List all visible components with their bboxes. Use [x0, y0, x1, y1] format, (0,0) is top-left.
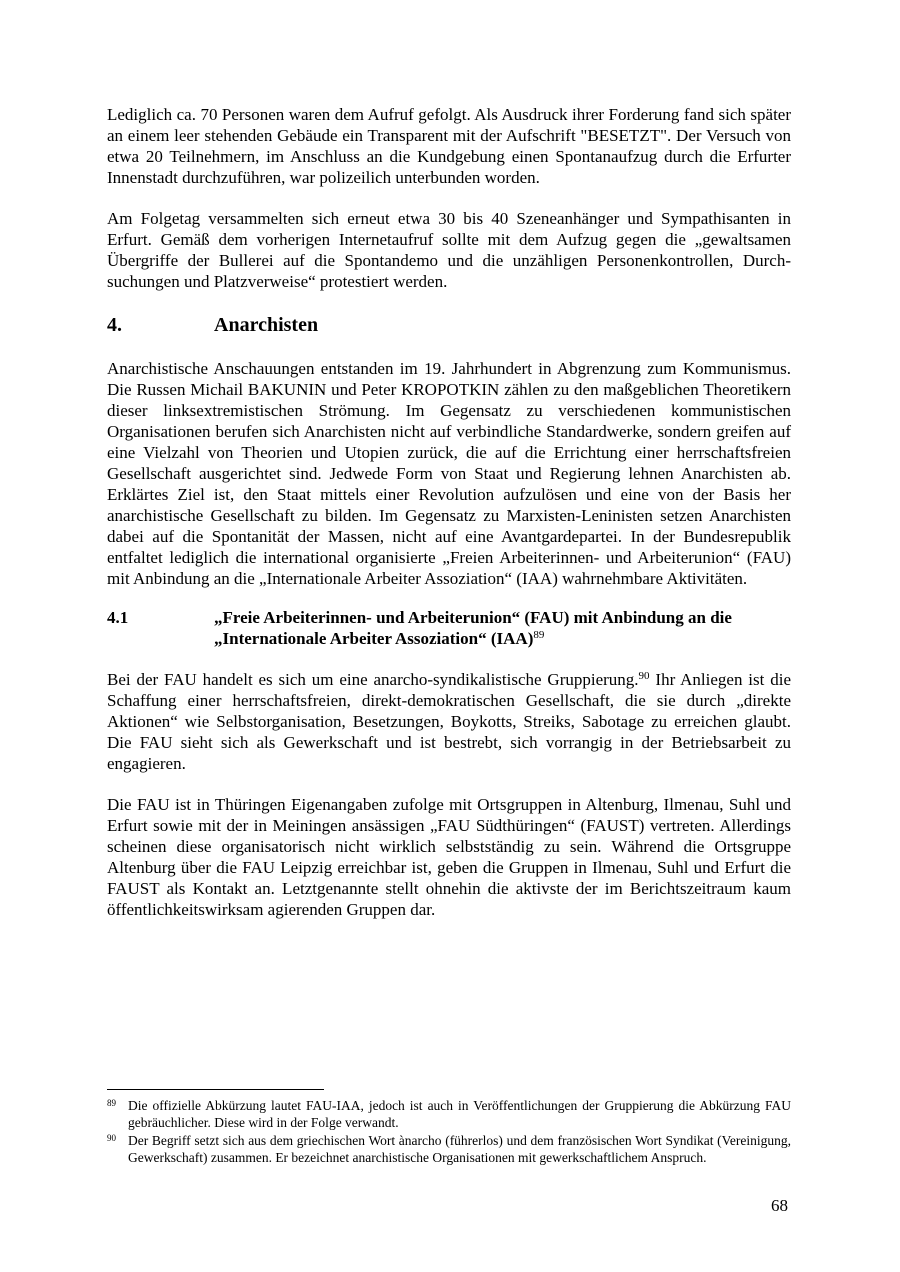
footnotes: [107, 1097, 791, 1167]
paragraph-4-after: Ihr Anliegen ist die Schaffung einer herrschaftsfreien, direkt-demokratischen Gesellschaft, die sie durch „direkte Aktionen“ wie Selbstorganisation, Besetzungen, Boykotts, Streiks, Sabotage zu erreichen glaubt. Die FAU sieht sich als Gewerkschaft und ist bestrebt, sich vorrangig in der Betriebsarbeit zu engagieren.: [107, 670, 791, 773]
paragraph-2: Am Folgetag versammelten sich erneut etwa 30 bis 40 Szeneanhänger und Sympathisanten in Erfurt. Gemäß dem vorherigen Internetaufruf sollte mit dem Aufzug gegen die „gewaltsamen Übergriffe der Bullerei auf die Spontandemo und die unzähligen Personenkontrollen, Durchsuchungen und Platzverweise“ protestiert werden.: [107, 209, 791, 291]
section-title: Anarchisten: [214, 314, 319, 336]
paragraph-3: Anarchistische Anschauungen entstanden im 19. Jahrhundert in Abgrenzung zum Kommunismus. Die Russen Michail BAKUNIN und Peter KROPOTKIN zählen zu den maßgeblichen Theoretikern dieser linksextremistischen Strömung. Im Gegensatz zu verschiedenen kommunistischen Organisationen berufen sich Anarchisten nicht auf verbindliche Standardwerke, sondern greifen auf eine Vielzahl von Theorien und Utopien zurück, die auf die Errichtung einer herrschaftsfreien Gesellschaft ausgerichtet sind. Jedwede Form von Staat und Regierung lehnen Anarchisten ab. Erklärtes Ziel ist, den Staat mittels einer Revolution aufzulösen und eine von der Basis her anarchistische Gesellschaft zu bilden. Im Gegensatz zu Marxisten-Leninisten setzen Anarchisten dabei auf die Spontanität der Massen, nicht auf eine Avantgardepartei. In der Bundesrepublik entfaltet lediglich die international organisierte „Freien Arbeiterinnen- und Arbeiterunion“ (FAU) mit Anbindung an die „Internationale Arbeiter Assoziation“ (IAA) wahrnehmbare Aktivitäten.: [107, 359, 791, 588]
footnote-text: Die offizielle Abkürzung lautet FAU-IAA, jedoch ist auch in Veröffentlichungen der Gruppierung die Abkürzung FAU gebräuchlicher. Diese wird in der Folge verwandt.: [128, 1098, 791, 1130]
paragraph-4-before: Bei der FAU handelt es sich um eine anarcho-syndikalistische Gruppierung.: [107, 670, 639, 689]
subsection-title: [214, 607, 732, 649]
footnote-89: [107, 1097, 791, 1131]
footnote-rule: [107, 1089, 324, 1090]
footnote-number: 90: [107, 1133, 116, 1143]
subsection-title-line1: „Freie Arbeiterinnen- und Arbeiterunion“ (FAU) mit Anbindung an die: [214, 608, 732, 627]
section-heading-4: [107, 312, 791, 338]
footnote-ref-89: 89: [533, 629, 545, 641]
footnote-number: 89: [107, 1098, 116, 1108]
subsection-number: 4.1: [107, 608, 129, 627]
footnote-text: Der Begriff setzt sich aus dem griechischen Wort ànarcho (führerlos) und dem französischen Wort Syndikat (Vereinigung, Gewerkschaft) zusammen. Er bezeichnet anarchistische Organisationen mit gewerkschaftlichem Anspruch.: [128, 1133, 791, 1165]
footnote-90: [107, 1132, 791, 1166]
page-number: 68: [771, 1196, 788, 1215]
section-number: 4.: [107, 314, 122, 336]
paragraph-1: Lediglich ca. 70 Personen waren dem Aufruf gefolgt. Als Ausdruck ihrer Forderung fand sich später an einem leer stehenden Gebäude ein Transparent mit der Aufschrift "BESETZT". Der Versuch von etwa 20 Teilnehmern, im Anschluss an die Kundgebung einen Spontanaufzug durch die Erfurter Innenstadt durchzuführen, war polizeilich unterbunden worden.: [107, 105, 791, 187]
footnote-ref-90: 90: [638, 670, 650, 682]
paragraph-5: Die FAU ist in Thüringen Eigenangaben zufolge mit Ortsgruppen in Altenburg, Ilmenau, Suhl und Erfurt sowie mit der in Meiningen ansässigen „FAU Südthüringen“ (FAUST) vertreten. Allerdings scheinen diese organisatorisch nicht wirklich selbstständig zu sein. Während die Ortsgruppe Altenburg über die FAU Leipzig erreichbar ist, geben die Gruppen in Ilmenau, Suhl und Erfurt die FAUST als Kontakt an. Letztgenannte stellt ohnehin die aktivste der im Berichtszeitraum kaum öffentlichkeitswirksam agierenden Gruppen dar.: [107, 795, 791, 919]
subsection-heading-4-1: [107, 607, 791, 649]
paragraph-4: [107, 669, 791, 774]
subsection-title-line2: „Internationale Arbeiter Assoziation“ (IAA): [214, 629, 534, 648]
page-body: [107, 104, 791, 920]
